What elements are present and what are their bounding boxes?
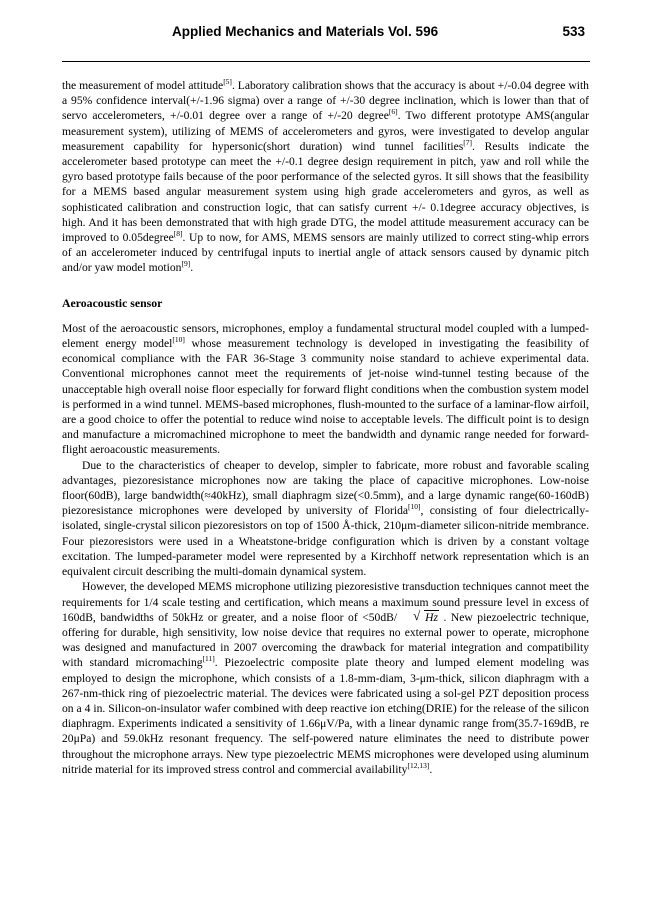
- paragraph-aeroacoustic-intro: Most of the aeroacoustic sensors, microphones, employ a fundamental structural model coupled with a lumped-element energy model[10] whose measurement technology is developed in investigating the feasibility of economical compliance with the FAR 36-Stage 3 community noise standard to achieve experimental data. Conventional microphones cannot meet the requirements of jet-noise wind-tunnel testing because of the unacceptable high overall noise floor especially for forward flight conditions when the combustion system model is performed in a wind tunnel. MEMS-based microphones, flush-mounted to the surface of a laminar-flow airfoil, are a good choice to offer the potential to reduce wind noise to acceptable levels. The difficult point is to design and manufacture a micromachined microphone to meet the bandwidth and dynamic range needed for forward-flight aeroacoustic measurements.: [62, 321, 589, 457]
- sqrt-formula: √ Hz: [397, 610, 439, 625]
- citation: [8]: [173, 229, 183, 239]
- section-heading: Aeroacoustic sensor: [62, 295, 163, 310]
- citation: [6]: [388, 107, 398, 117]
- citation: [11]: [202, 654, 215, 664]
- paragraph-piezoelectric: However, the developed MEMS microphone utilizing piezoresistive transduction techniques cannot meet the requirements for 1/4 scale testing and certification, which means a maximum sound pressure level in excess of 160dB, bandwidths of 50kHz or greater, and a noise floor of <50dB/√ Hz . New piezoelectric technique, offering for durable, high sensitivity, low noise device that requires no external power to operate, microphone was designed and manufactured in 2007 overcoming the drawback for material integration and compatibility with standard micromaching[11]. Piezoelectric composite plate theory and lumped element modeling was employed to design the microphone, which consists of a 1.8-mm-diam, 3-μm-thick, silicon diaphragm with a 267-nm-thick ring of piezoelectric material. The devices were fabricated using a sol-gel PZT deposition process on a 4 in. Silicon-on-insulator wafer combined with deep reactive ion etching(DRIE) for the release of the silicon diaphragm. Experiments indicated a sensitivity of 1.66μV/Pa, with a linear dynamic range from(35.7-169dB, re 20μPa) and 59.0kHz resonant frequency. The self-powered nature eliminates the need to distribute power throughout the microphone arrays. New type piezoelectric MEMS microphones were developed using aluminum nitride material for its improved stress control and commercial availability[12,13].: [62, 579, 589, 777]
- citation: [12,13]: [407, 760, 430, 770]
- citation: [5]: [223, 77, 232, 86]
- paragraph-piezoresistance: Due to the characteristics of cheaper to develop, simpler to fabricate, more robust and favorable scaling advantages, piezoresistance microphones now are taking the place of capacitive microphones. Low-noise floor(60dB), large bandwidth(≈40kHz), small diaphragm size(<0.5mm), and a large dynamic range(60-160dB) piezoresistance microphones were developed by university of Florida[10], consisting of four dielectrically-isolated, single-crystal silicon piezoresistors on top of 1500 Å-thick, 210μm-diameter silicon-nitride membrance. Four piezoresistors were used in a Wheatstone-bridge configuration which is driven by a constant voltage excitation. The lumped-parameter model were represented by a Kirchhoff network representation which is an equivalent circuit describing the multi-domain dynamical system.: [62, 458, 589, 579]
- page-number: 533: [562, 24, 585, 39]
- citation: [7]: [463, 137, 473, 147]
- running-header: [62, 22, 589, 42]
- article-body: [62, 78, 589, 777]
- header-rule: [62, 61, 590, 62]
- journal-title: Applied Mechanics and Materials Vol. 596: [172, 24, 439, 39]
- citation: [9]: [181, 259, 191, 269]
- paragraph-model-attitude: the measurement of model attitude[5]. Laboratory calibration shows that the accuracy is about +/-0.04 degree with a 95% confidence interval(+/-1.96 sigma) over a range of +/-30 degree inclination, which is lower than that of servo accelerometers, +/-0.01 degree over a range of +/-20 degree[6]. Two different prototype AMS(angular measurement system), utilizing of MEMS of accelerometers and gyros, were investigated to develop angular measurement capability for hypersonic(short duration) wind tunnel facilities[7]. Results indicate the accelerometer based prototype can meet the +/-0.1 degree design requirement in pitch, yaw and roll while the gyro based prototype fails because of the poor performance of the selected gyros. It sill shows that the feasibility for a MEMS based angular measurement system using high grade accelerometers and gyros, as well as sophisticated calibration and construction logic, that can satisfy current +/- 0.1degree accuracy objectives, is high. And it has been demonstrated that with high grade DTG, the model attitude measurement accuracy can be improved to 0.05degree[8]. Up to now, for AMS, MEMS sensors are mainly utilized to correct sting-whip errors of an accelerometer induced by centrifugal inputs to inertial angle of attack sensors caused by dynamic pitch and/or yaw model motion[9].: [62, 77, 589, 275]
- citation: [10]: [172, 335, 185, 345]
- citation: [10]: [408, 502, 421, 512]
